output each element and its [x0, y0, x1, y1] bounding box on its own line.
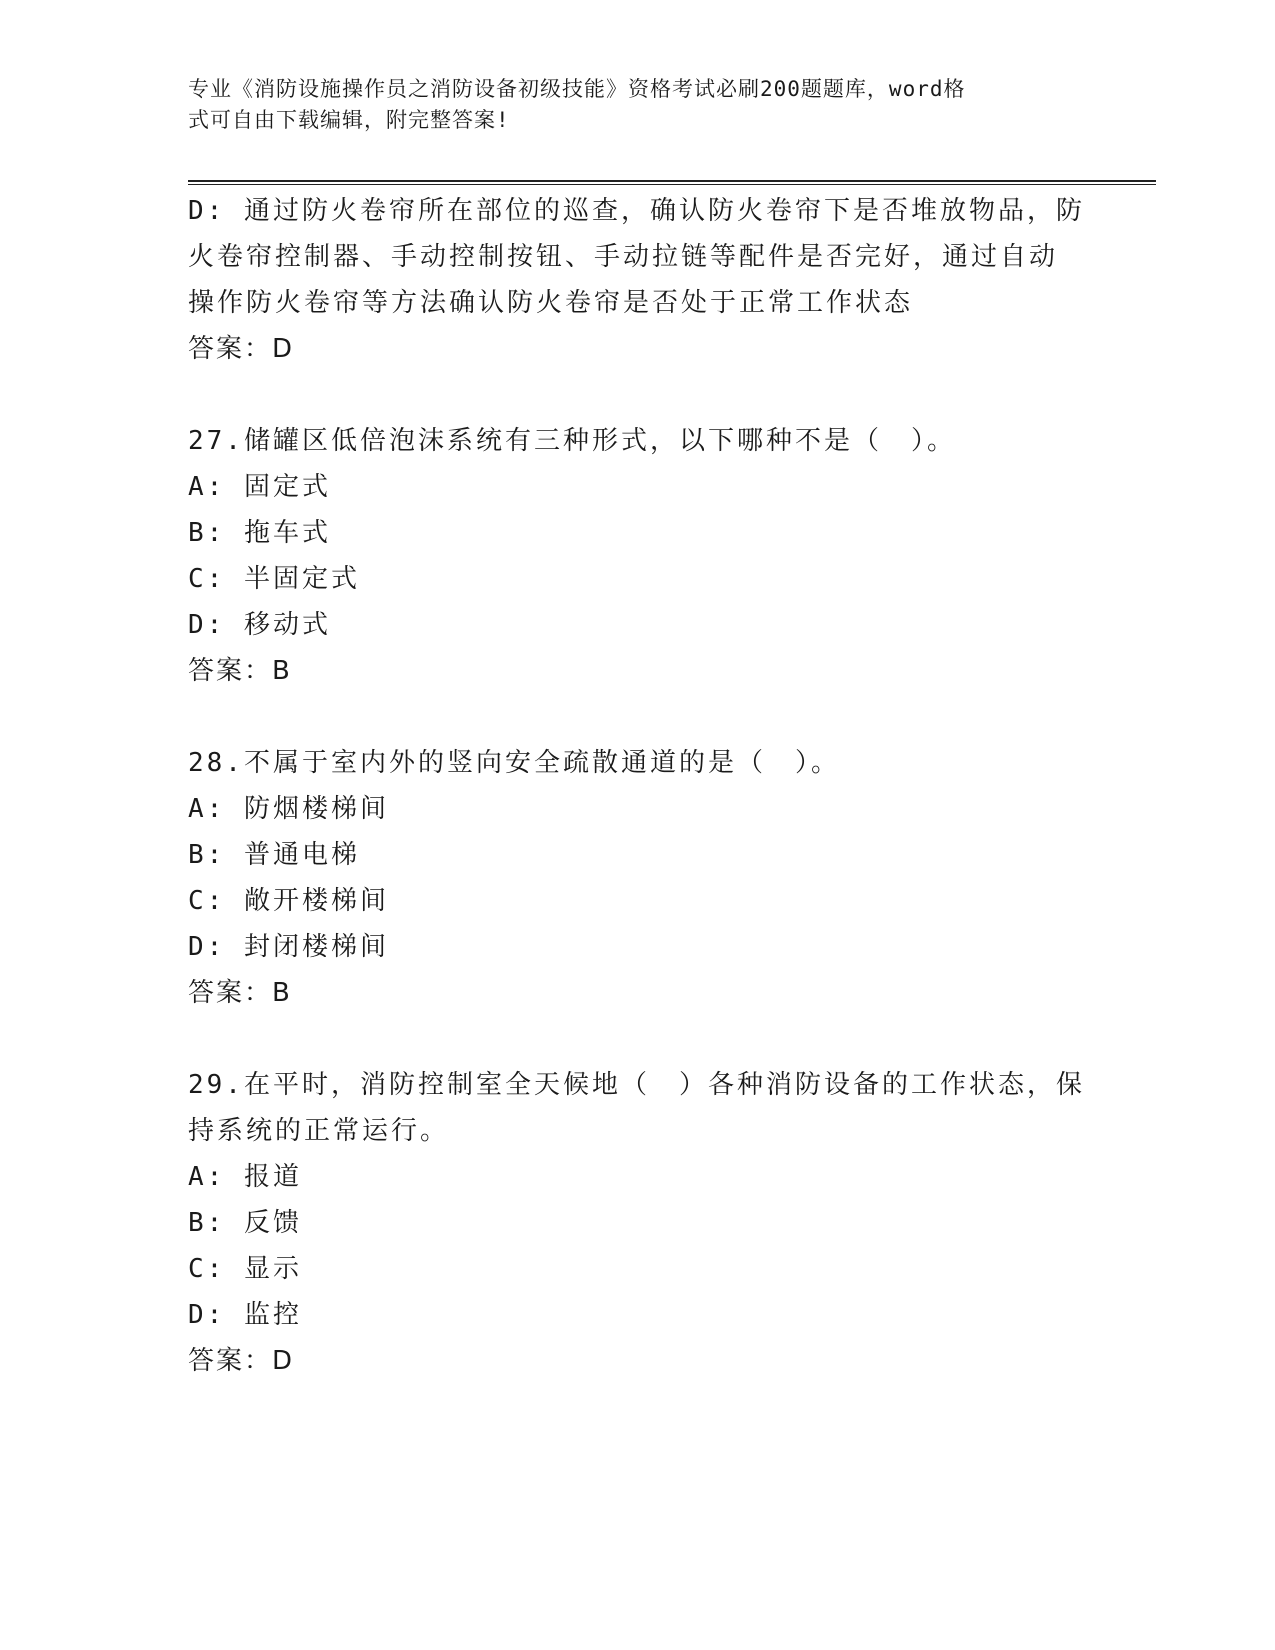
option-d-line-2: 火卷帘控制器、手动控制按钮、手动拉链等配件是否完好，通过自动	[188, 242, 1059, 272]
spacer	[188, 694, 1088, 740]
option-b: B: 拖车式	[188, 518, 331, 548]
answer-line: 答案：B	[188, 656, 292, 686]
option-d: D: 监控	[188, 1300, 302, 1330]
question-stem-line-2: 持系统的正常运行。	[188, 1116, 450, 1146]
document-body	[188, 188, 1088, 1384]
option-c: C: 敞开楼梯间	[188, 886, 389, 916]
header-line-1: 专业《消防设施操作员之消防设备初级技能》资格考试必刷200题题库，word格	[188, 77, 966, 101]
question-27	[188, 418, 1088, 694]
previous-question-tail	[188, 188, 1088, 372]
header-line-2: 式可自由下载编辑，附完整答案!	[188, 108, 510, 132]
option-a: A: 报道	[188, 1162, 302, 1192]
spacer	[188, 1016, 1088, 1062]
question-stem: 27.储罐区低倍泡沫系统有三种形式，以下哪种不是（ ）。	[188, 426, 956, 456]
option-d: D: 移动式	[188, 610, 331, 640]
question-28	[188, 740, 1088, 1016]
document-header	[188, 74, 1068, 136]
question-29	[188, 1062, 1088, 1384]
option-d-line-1: D: 通过防火卷帘所在部位的巡查，确认防火卷帘下是否堆放物品，防	[188, 196, 1085, 226]
option-d-line-3: 操作防火卷帘等方法确认防火卷帘是否处于正常工作状态	[188, 288, 914, 318]
spacer	[188, 372, 1088, 418]
option-c: C: 显示	[188, 1254, 302, 1284]
answer-line: 答案：D	[188, 334, 295, 364]
answer-line: 答案：D	[188, 1346, 295, 1376]
option-a: A: 防烟楼梯间	[188, 794, 389, 824]
header-divider-thick	[188, 180, 1156, 182]
header-divider-thin	[188, 184, 1156, 185]
option-c: C: 半固定式	[188, 564, 360, 594]
option-b: B: 反馈	[188, 1208, 302, 1238]
question-stem: 28.不属于室内外的竖向安全疏散通道的是（ ）。	[188, 748, 840, 778]
question-stem-line-1: 29.在平时，消防控制室全天候地（ ）各种消防设备的工作状态，保	[188, 1070, 1085, 1100]
option-b: B: 普通电梯	[188, 840, 360, 870]
option-d: D: 封闭楼梯间	[188, 932, 389, 962]
option-a: A: 固定式	[188, 472, 331, 502]
answer-line: 答案：B	[188, 978, 292, 1008]
